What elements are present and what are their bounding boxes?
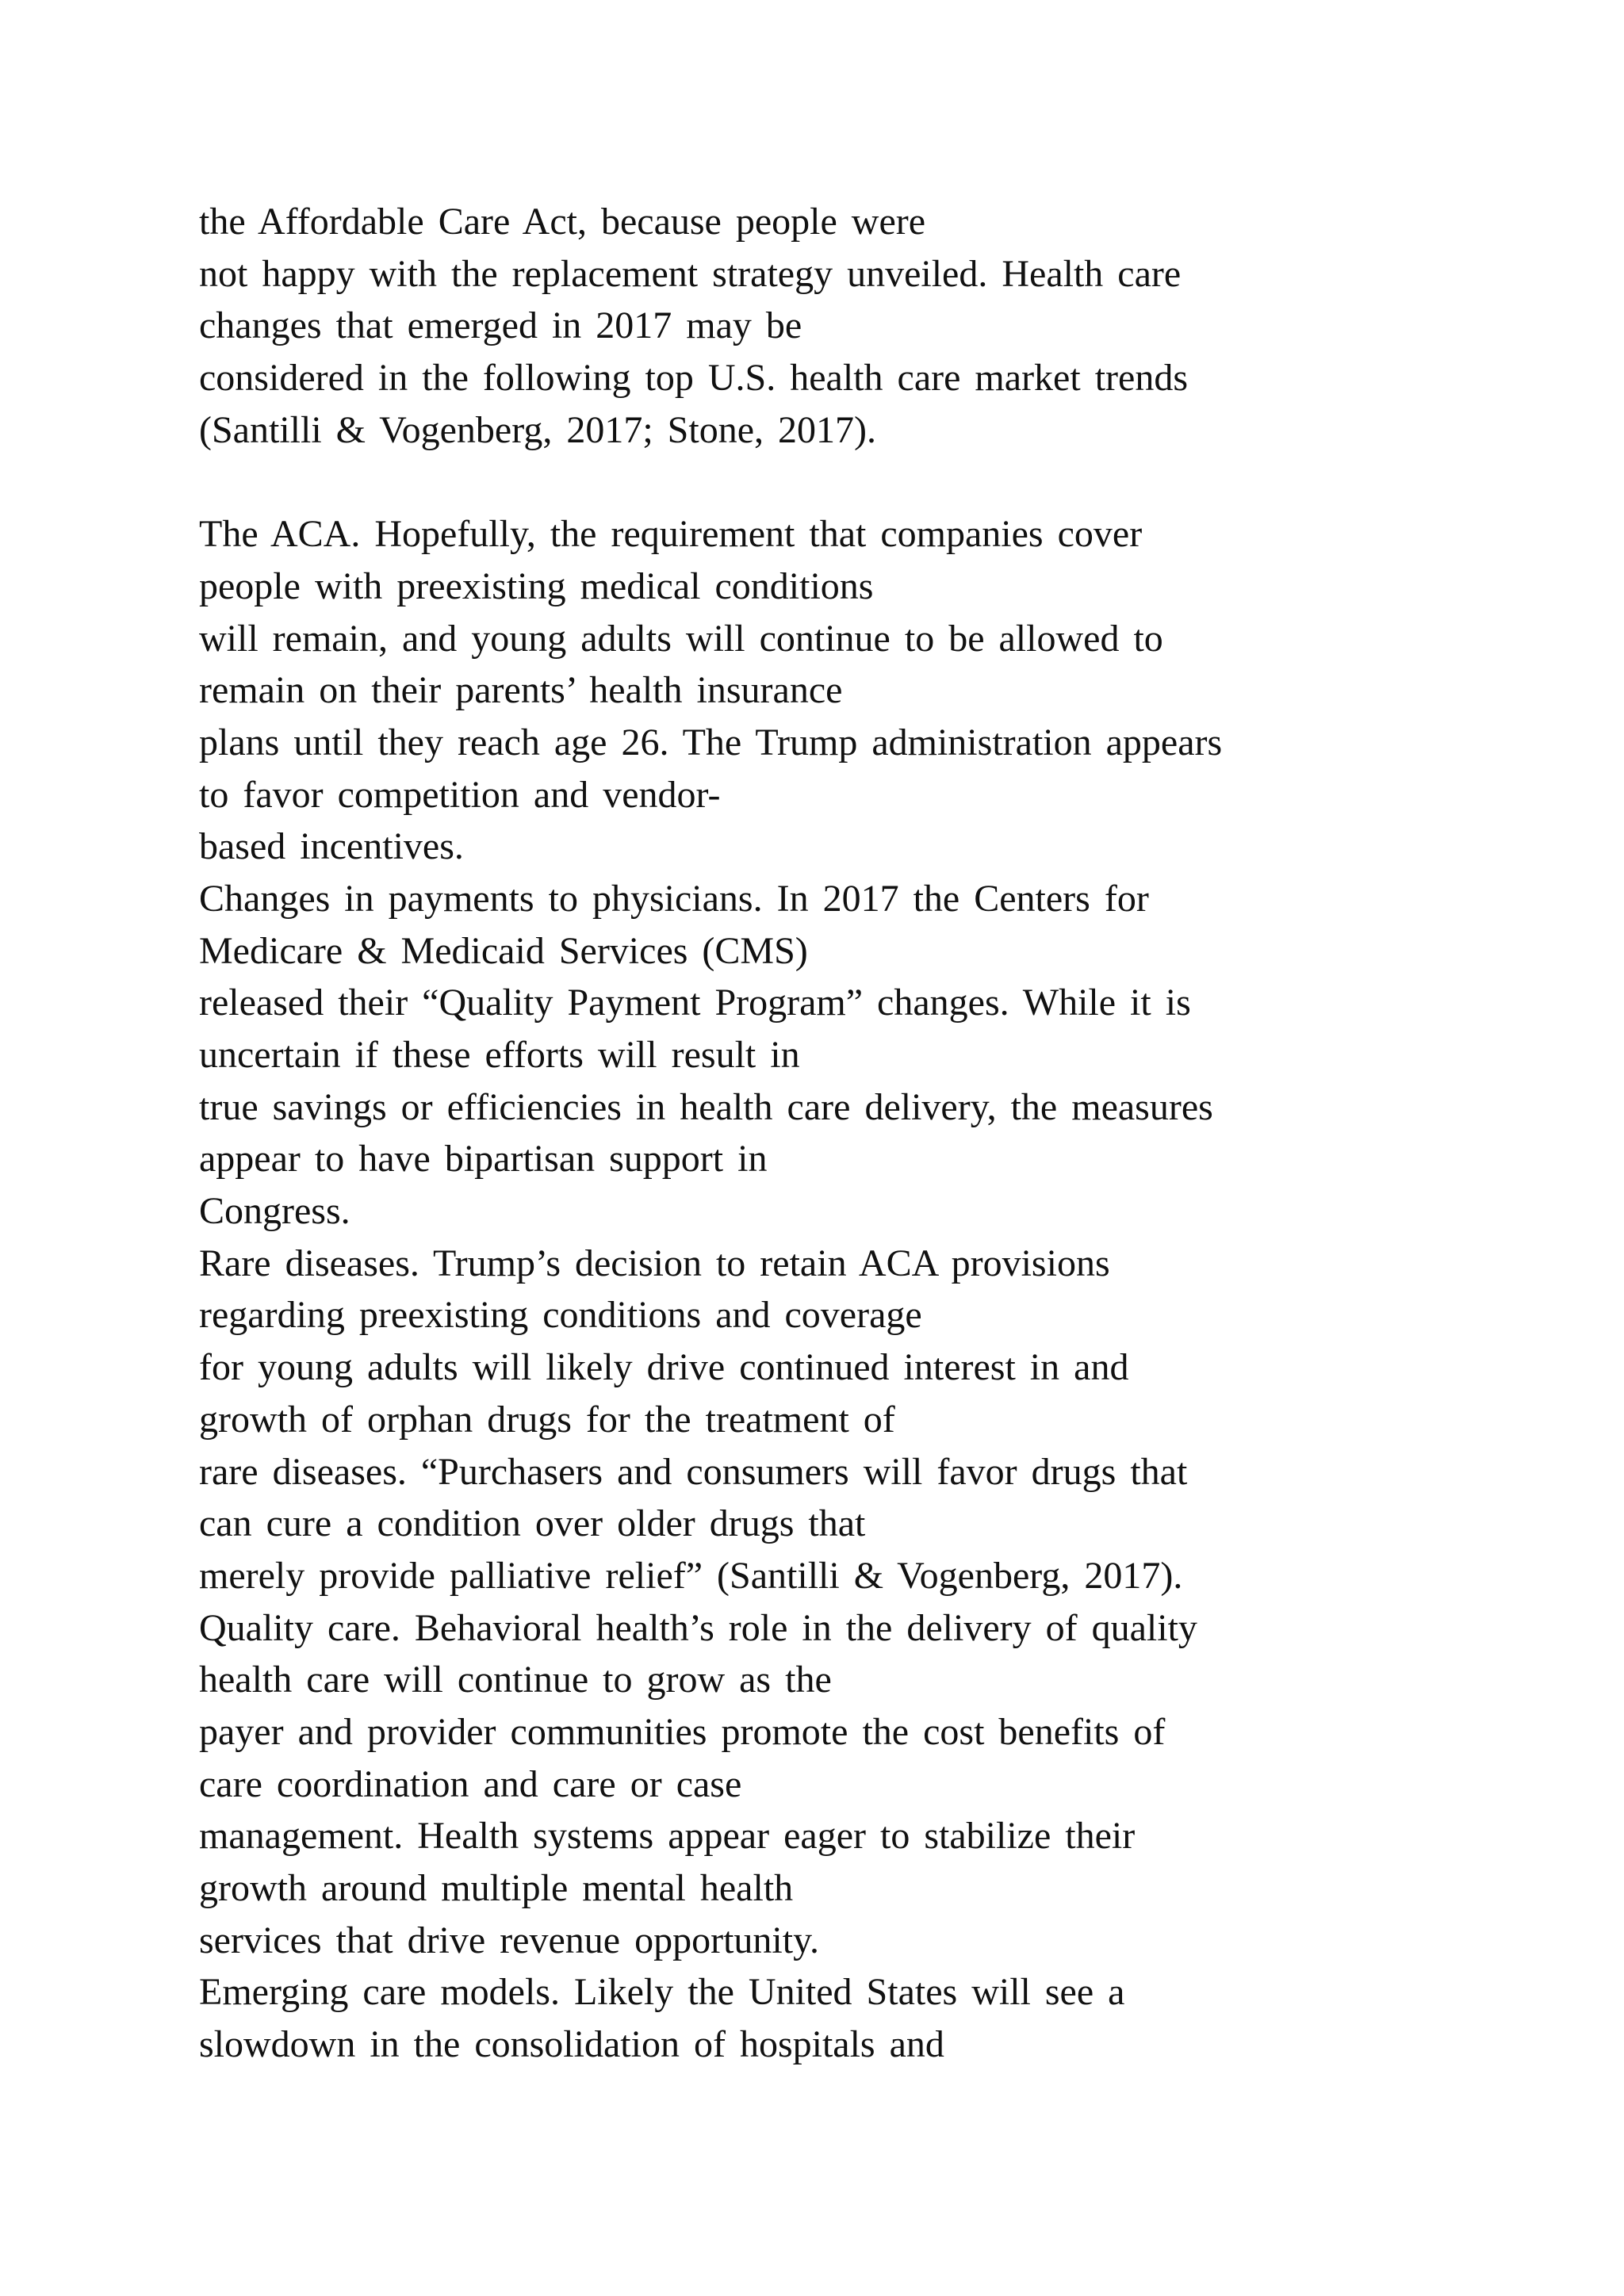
text-line: true savings or efficiencies in health care delivery, the measures	[199, 1085, 1213, 1128]
text-line: services that drive revenue opportunity.	[199, 1919, 819, 1961]
text-line: slowdown in the consolidation of hospitals and	[199, 2023, 944, 2066]
text-line: for young adults will likely drive continued interest in and	[199, 1346, 1129, 1389]
text-line: based incentives.	[199, 825, 464, 868]
text-line: the Affordable Care Act, because people were	[199, 201, 926, 243]
text-line: considered in the following top U.S. health care market trends	[199, 357, 1188, 400]
body-text	[199, 196, 1547, 2071]
text-line: uncertain if these efforts will result in	[199, 1034, 800, 1076]
text-line: changes that emerged in 2017 may be	[199, 304, 802, 347]
text-line: will remain, and young adults will continue to be allowed to	[199, 617, 1163, 660]
text-line: Medicare & Medicaid Services (CMS)	[199, 929, 808, 972]
text-line: health care will continue to grow as the	[199, 1659, 832, 1701]
paragraph-break	[199, 456, 1547, 508]
text-line: care coordination and care or case	[199, 1762, 742, 1805]
text-line: payer and provider communities promote the cost benefits of	[199, 1710, 1166, 1753]
text-line: not happy with the replacement strategy unveiled. Health care	[199, 252, 1182, 295]
text-line: growth around multiple mental health	[199, 1867, 794, 1909]
text-line: Changes in payments to physicians. In 2017 the Centers for	[199, 877, 1149, 920]
text-line: rare diseases. “Purchasers and consumers will favor drugs that	[199, 1450, 1188, 1493]
text-line: growth of orphan drugs for the treatment of	[199, 1398, 895, 1441]
text-line: people with preexisting medical conditions	[199, 564, 874, 607]
text-line: Rare diseases. Trump’s decision to retain ACA provisions	[199, 1242, 1110, 1284]
text-line: (Santilli & Vogenberg, 2017; Stone, 2017).	[199, 408, 876, 451]
text-line: can cure a condition over older drugs that	[199, 1502, 866, 1545]
text-line: management. Health systems appear eager to stabilize their	[199, 1815, 1136, 1858]
text-line: regarding preexisting conditions and coverage	[199, 1294, 922, 1337]
text-line: to favor competition and vendor-	[199, 773, 721, 816]
text-line: Congress.	[199, 1190, 350, 1233]
text-line: released their “Quality Payment Program” changes. While it is	[199, 982, 1191, 1024]
text-line: remain on their parents’ health insurance	[199, 669, 843, 712]
text-line: The ACA. Hopefully, the requirement that companies cover	[199, 513, 1143, 556]
text-line: merely provide palliative relief” (Santilli & Vogenberg, 2017).	[199, 1554, 1183, 1597]
text-line: Emerging care models. Likely the United States will see a	[199, 1971, 1125, 2014]
text-line: appear to have bipartisan support in	[199, 1138, 768, 1181]
text-line: Quality care. Behavioral health’s role in the delivery of quality	[199, 1606, 1197, 1649]
text-line: plans until they reach age 26. The Trump administration appears	[199, 721, 1223, 763]
